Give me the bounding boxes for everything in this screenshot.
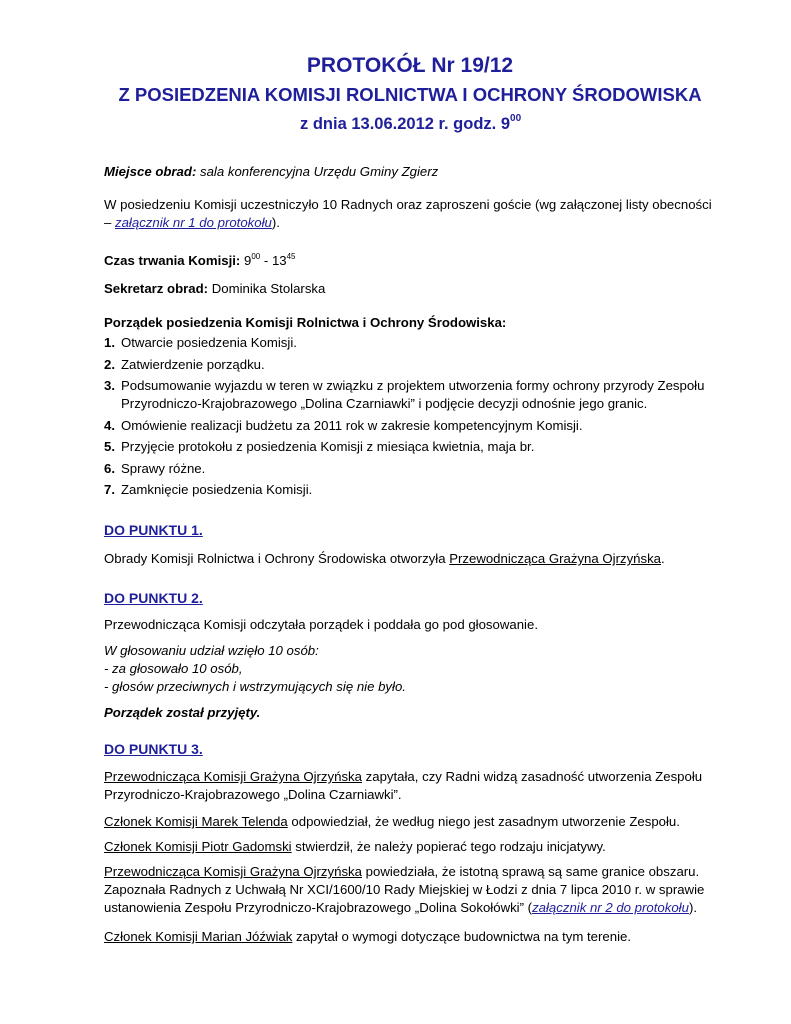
agenda-item — [104, 481, 719, 499]
document-subtitle: Z POSIEDZENIA KOMISJI ROLNICTWA I OCHRONY ŚRODOWISKA — [118, 84, 702, 105]
agenda-item-number: 1. — [104, 335, 115, 350]
duration-line — [104, 248, 719, 270]
agenda-item-number: 2. — [104, 356, 115, 372]
date-time-sup: 00 — [510, 113, 522, 124]
agenda-item-text: Podsumowanie wyjazdu w teren w związku z projektem utworzenia formy ochrony przyrody Zespołu Przyrodniczo-Krajobrazowego „Dolina Czarniawki” i podjęcie decyzji odnośnie jego granic. — [121, 378, 705, 411]
speaker-text-end: ). — [688, 900, 697, 915]
section-3-paragraph-5 — [104, 928, 719, 946]
vote-for: - za głosowało 10 osób, — [104, 661, 243, 676]
section-3-paragraph-1 — [104, 768, 719, 804]
section-1-end: . — [661, 551, 665, 566]
section-2-heading: DO PUNKTU 2. — [104, 590, 203, 606]
section-3-paragraph-4 — [104, 863, 719, 917]
agenda-list — [104, 334, 719, 503]
agenda-item — [104, 460, 719, 478]
agenda-item — [104, 334, 719, 352]
speaker-text: odpowiedział, że według niego jest zasadnym utworzenie Zespołu. — [287, 814, 680, 829]
attendance-text: W posiedzeniu Komisji uczestniczyło 10 Radnych oraz zaproszeni goście (wg załączonej listy obecności – — [104, 197, 712, 230]
secretary-label: Sekretarz obrad: — [104, 281, 209, 296]
agenda-item-number: 3. — [104, 378, 115, 393]
duration-sep: - 13 — [260, 253, 287, 268]
agenda-item-number: 6. — [104, 460, 115, 476]
place-value: sala konferencyjna Urzędu Gminy Zgierz — [196, 164, 439, 179]
document-title: PROTOKÓŁ Nr 19/12 — [306, 54, 514, 77]
agenda-item-number: 5. — [104, 439, 115, 454]
duration-start: 9 — [240, 253, 252, 268]
agenda-item-text: Otwarcie posiedzenia Komisji. — [121, 335, 297, 350]
speaker-text: zapytała, czy Radni widzą zasadność utworzenia Zespołu Przyrodniczo-Krajobrazowego „Dolina Czarniawki”. — [104, 769, 703, 802]
agenda-item — [104, 417, 719, 435]
section-3-paragraph-3 — [104, 838, 719, 856]
agenda-item-number: 7. — [104, 482, 115, 497]
agenda-item — [104, 356, 719, 374]
agenda-item-text: Zatwierdzenie porządku. — [121, 356, 265, 372]
agenda-item — [104, 438, 719, 456]
agenda-item-text: Przyjęcie protokołu z posiedzenia Komisji z miesiąca kwietnia, maja br. — [121, 439, 535, 454]
section-1-heading: DO PUNKTU 1. — [104, 522, 203, 538]
speaker-name: Członek Komisji Piotr Gadomski — [104, 839, 292, 854]
speaker-text: powiedziała, że istotną sprawą są same granice obszaru. Zapoznała Radnych z Uchwałą Nr XCI/1600/10 Rady Miejskiej w Łodzi z dnia 7 lipca 2010 r. w sprawie ustanowienia Zespołu Przyrodniczo-Krajobrazowego „Dolina Sokołówki” ( — [104, 864, 705, 915]
duration-end-sup: 45 — [286, 252, 296, 261]
chairwoman-name: Przewodnicząca Grażyna Ojrzyńska — [449, 551, 662, 566]
section-1-paragraph — [104, 550, 719, 568]
agenda-item-text: Omówienie realizacji budżetu za 2011 rok w zakresie kompetencyjnym Komisji. — [121, 417, 583, 433]
vote-against: - głosów przeciwnych i wstrzymujących się nie było. — [104, 679, 406, 694]
attachment-1-link[interactable]: załącznik nr 1 do protokołu — [115, 215, 272, 230]
secretary-value: Dominika Stolarska — [208, 281, 326, 296]
date-text: z dnia 13.06.2012 r. godz. 9 — [300, 115, 511, 133]
attachment-2-link[interactable]: załącznik nr 2 do protokołu — [532, 900, 689, 915]
speaker-text: zapytał o wymogi dotyczące budownictwa na tym terenie. — [292, 929, 632, 944]
speaker-name: Członek Komisji Marek Telenda — [104, 814, 288, 829]
speaker-name: Przewodnicząca Komisji Grażyna Ojrzyńska — [104, 864, 362, 879]
duration-start-sup: 00 — [251, 252, 261, 261]
agenda-item — [104, 377, 719, 413]
duration-label: Czas trwania Komisji: — [104, 253, 241, 268]
attendance-end: ). — [271, 215, 280, 230]
speaker-text: stwierdził, że należy popierać tego rodzaju inicjatywy. — [291, 839, 606, 854]
section-3-paragraph-2 — [104, 813, 719, 831]
agenda-heading: Porządek posiedzenia Komisji Rolnictwa i Ochrony Środowiska: — [104, 315, 507, 330]
section-2-paragraph: Przewodnicząca Komisji odczytała porządek i poddała go pod głosowanie. — [104, 617, 538, 632]
secretary-line — [104, 280, 719, 298]
document-date — [300, 113, 521, 134]
section-3-heading: DO PUNKTU 3. — [104, 741, 203, 757]
place-line — [104, 163, 719, 181]
speaker-name: Przewodnicząca Komisji Grażyna Ojrzyńska — [104, 769, 362, 784]
agenda-item-number: 4. — [104, 417, 115, 433]
speaker-name: Członek Komisji Marian Jóźwiak — [104, 929, 293, 944]
vote-participation: W głosowaniu udział wzięło 10 osób: — [104, 643, 319, 658]
agenda-item-text: Sprawy różne. — [121, 460, 206, 476]
section-1-text: Obrady Komisji Rolnictwa i Ochrony Środowiska otworzyła — [104, 551, 450, 566]
agenda-item-text: Zamknięcie posiedzenia Komisji. — [121, 482, 313, 497]
vote-result: Porządek został przyjęty. — [104, 705, 261, 720]
attendance-paragraph — [104, 196, 719, 232]
place-label: Miejsce obrad: — [104, 164, 197, 179]
